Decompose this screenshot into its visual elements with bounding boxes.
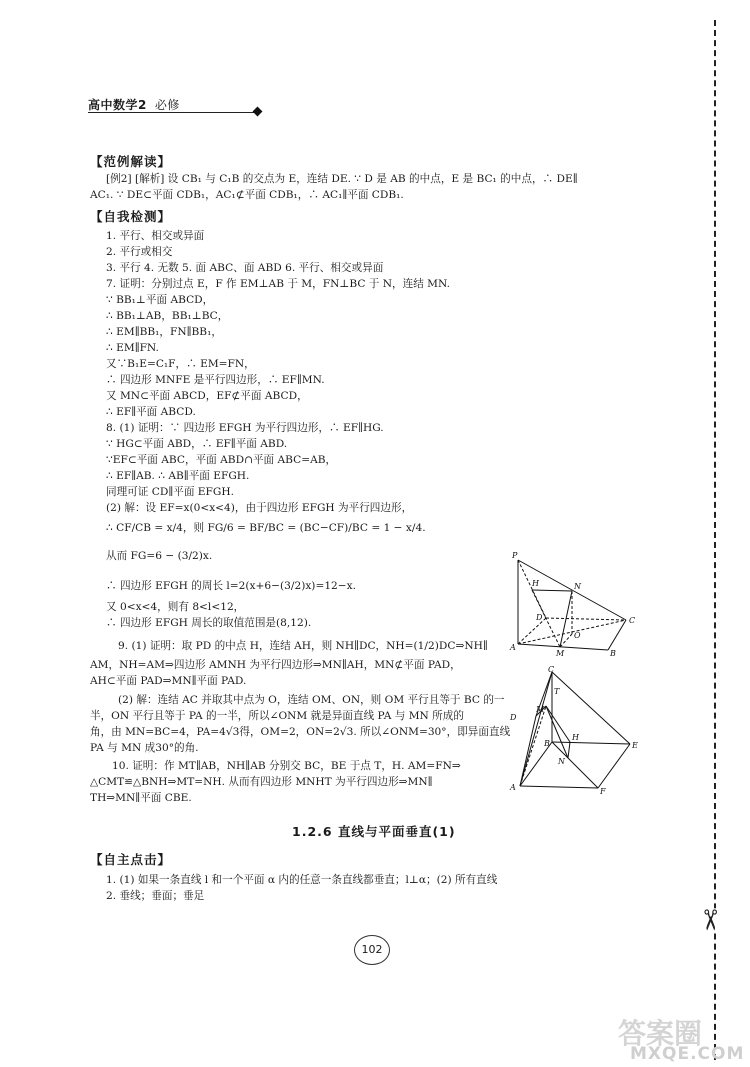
answer-line: ∵ HG⊂平面 ABD，∴ EF∥平面 ABD.	[106, 438, 288, 450]
answer-line: 又 MN⊂平面 ABCD，EF⊄平面 ABCD，	[106, 390, 308, 402]
answer-line: 7. 证明：分别过点 E，F 作 EM⊥AB 于 M，FN⊥BC 于 N，连结 MN.	[106, 278, 450, 290]
figure2-label: C	[548, 665, 555, 674]
answer-line: 3. 平行 4. 无数 5. 面 ABC、面 ABD 6. 平行、相交或异面	[106, 262, 384, 274]
answer-line: PA 与 MN 成30°的角.	[90, 742, 199, 754]
answer-line: 10. 证明：作 MT∥AB，NH∥AB 分别交 BC，BE 于点 T，H. AM=FN⇒	[112, 760, 461, 772]
answer-line: ∴ EM∥BB₁，FN∥BB₁，	[106, 326, 222, 338]
answer-line-fraction: 从而 FG=6 − (3/2)x.	[106, 550, 213, 562]
scissors-icon: ✂	[693, 908, 727, 932]
answer-line: 8. (1) 证明：∵ 四边形 EFGH 为平行四边形，∴ EF∥HG.	[106, 422, 384, 434]
book-volume: 必修	[154, 98, 180, 112]
answer-line: AH⊂平面 PAD⇒MN∥平面 PAD.	[90, 675, 247, 687]
answer-line: 1. 平行、相交或异面	[106, 230, 205, 242]
book-title: 高中数学2	[88, 98, 147, 112]
figure1-label: D	[536, 613, 543, 622]
selfstudy-line: 2. 垂线；垂面；垂足	[106, 890, 205, 902]
answer-line: 又 0<x<4，则有 8<l<12，	[106, 601, 245, 613]
selfstudy-line: 1. (1) 如果一条直线 l 和一个平面 α 内的任意一条直线都垂直；l⊥α；(2) 所有直线	[106, 874, 498, 886]
answer-line: ∵ BB₁⊥平面 ABCD，	[106, 294, 214, 306]
figure1-label: C	[629, 616, 636, 625]
watermark-url: MXQE.COM	[630, 1044, 745, 1064]
figure1-label: N	[574, 582, 581, 591]
figure2-label: M	[536, 705, 545, 714]
running-header	[88, 96, 180, 113]
figure2-label: D	[510, 713, 517, 722]
figure1-label: B	[610, 649, 616, 658]
example-line: [例2] [解析] 设 CB₁ 与 C₁B 的交点为 E，连结 DE. ∵ D 是 AB 的中点，E 是 BC₁ 的中点，∴ DE∥	[106, 173, 578, 185]
figure2-label: N	[558, 757, 565, 766]
figure1-label: O	[574, 631, 581, 640]
figure2-label: B	[544, 739, 550, 748]
page-number: 102	[354, 935, 390, 965]
answer-line: ∴ 四边形 MNFE 是平行四边形，∴ EF∥MN.	[106, 374, 325, 386]
answer-line-fraction: 9. (1) 证明：取 PD 的中点 H，连结 AH，则 NH∥DC，NH=(1/2)DC⇒NH∥	[118, 640, 488, 652]
header-diamond-icon	[253, 107, 263, 117]
figure1-label: A	[510, 643, 516, 652]
answer-line: ∴ EM∥FN.	[106, 342, 159, 354]
watermark-logo: 答案圈	[618, 1017, 703, 1050]
answer-line: ∴ EF∥AB. ∴ AB∥平面 EFGH.	[106, 470, 250, 482]
section-heading-selfstudy: 【自主点击】	[90, 852, 172, 867]
section-heading-selfcheck: 【自我检测】	[90, 209, 172, 224]
answer-line: 角，由 MN=BC=4，PA=4√3得，OM=2，ON=2√3. 所以∠ONM=30°，即异面直线	[90, 726, 511, 738]
answer-line: 半，ON 平行且等于 PA 的一半，所以∠ONM 就是异面直线 PA 与 MN 所成的	[90, 710, 464, 722]
answer-line: (2) 解：连结 AC 并取其中点为 O，连结 OM、ON，则 OM 平行且等于 BC 的一	[118, 694, 505, 706]
pyramid-figure	[508, 548, 648, 658]
answer-line: TH⇒MN∥平面 CBE.	[90, 792, 192, 804]
answer-line-fraction: ∴ 四边形 EFGH 的周长 l=2(x+6−(3/2)x)=12−x.	[106, 580, 357, 592]
answer-line-fraction: ∴ CF/CB = x/4，则 FG/6 = BF/BC = (BC−CF)/BC = 1 − x/4.	[106, 522, 426, 534]
answer-line: ∴ EF∥平面 ABCD.	[106, 406, 196, 418]
cut-line	[714, 20, 716, 1060]
figure1-label: M	[556, 649, 565, 658]
answer-line: 同理可证 CD∥平面 EFGH.	[106, 486, 234, 498]
answer-line: (2) 解：设 EF=x(0<x<4)，由于四边形 EFGH 为平行四边形，	[106, 502, 413, 514]
answer-line: 又∵B₁E=C₁F，∴ EM=FN，	[106, 358, 255, 370]
figure2-label: H	[572, 733, 579, 742]
figure2-label: F	[600, 787, 606, 794]
lesson-title: 1.2.6 直线与平面垂直(1)	[292, 824, 456, 839]
section-heading-example: 【范例解读】	[90, 154, 172, 169]
figure2-label: T	[554, 687, 560, 696]
figure2-label: E	[632, 741, 638, 750]
answer-line: AM，NH=AM⇒四边形 AMNH 为平行四边形⇒MN∥AH，MN⊄平面 PAD，	[90, 659, 461, 671]
header-rule	[88, 112, 256, 113]
answer-line: 2. 平行或相交	[106, 246, 173, 258]
answer-line: ∴ BB₁⊥AB，BB₁⊥BC，	[106, 310, 229, 322]
figure2-label: A	[510, 783, 516, 792]
figure1-label: H	[532, 579, 539, 588]
answer-line: ∴ 四边形 EFGH 周长的取值范围是(8,12).	[106, 617, 312, 629]
answer-line: △CMT≌△BNH⇒MT=NH. 从而有四边形 MNHT 为平行四边形⇒MN∥	[90, 776, 433, 788]
figure1-label: P	[512, 551, 518, 560]
answer-line: ∵EF⊂平面 ABC，平面 ABD∩平面 ABC=AB，	[106, 454, 337, 466]
example-line: AC₁. ∵ DE⊂平面 CDB₁，AC₁⊄平面 CDB₁，∴ AC₁∥平面 CDB₁.	[90, 189, 404, 201]
squares-figure	[508, 664, 648, 794]
